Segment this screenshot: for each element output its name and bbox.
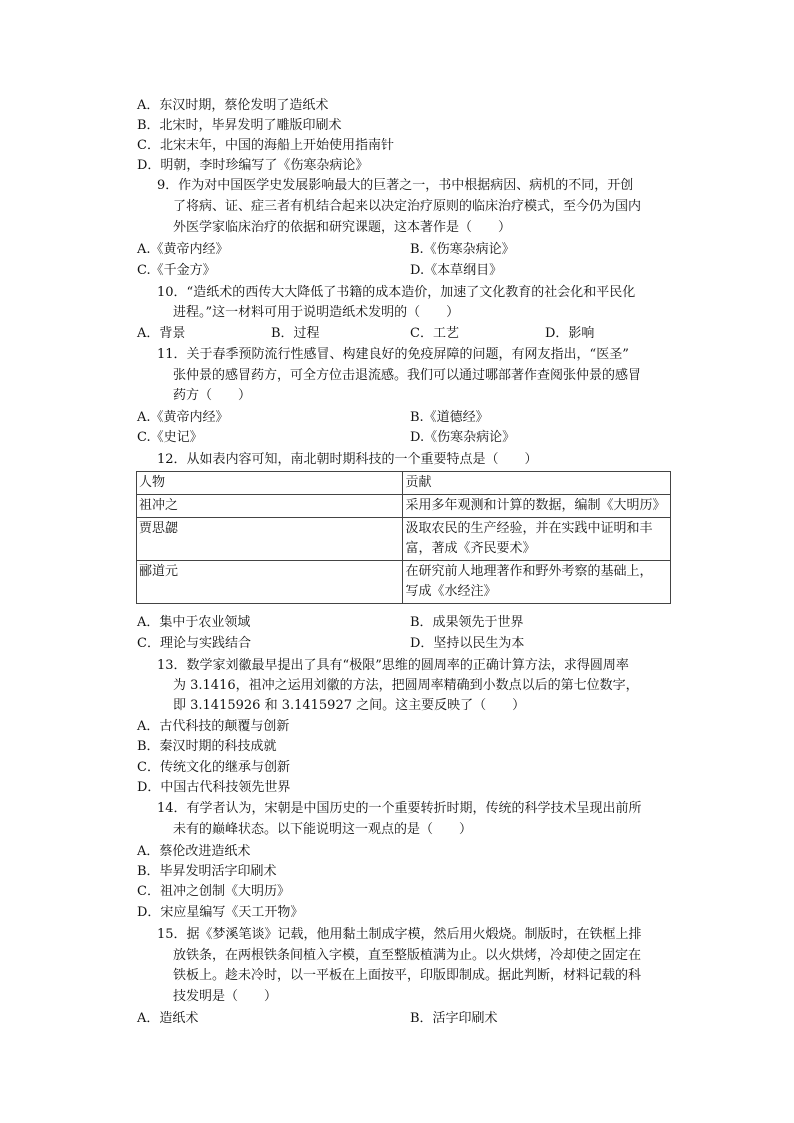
q14-option-c[interactable]: C．祖冲之创制《大明历》 (137, 884, 290, 899)
q12-option-d[interactable]: D．坚持以民生为本 (410, 636, 525, 651)
q8-option-a[interactable]: A．东汉时期，蔡伦发明了造纸术 (137, 98, 329, 113)
q14-option-b[interactable]: B．毕昇发明活字印刷术 (137, 864, 277, 879)
table-cell-contribution: 采用多年观测和计算的数据，编制《大明历》 (403, 495, 671, 518)
q12-stem-line: 12．从如表内容可知，南北朝时期科技的一个重要特点是（ ） (157, 452, 538, 467)
q14-option-a[interactable]: A．蔡伦改进造纸术 (137, 844, 251, 859)
q11-stem-line: 11．关于春季预防流行性感冒、构建良好的免疫屏障的问题，有网友指出，“医圣” (157, 347, 629, 362)
q12-option-b[interactable]: B．成果领先于世界 (410, 615, 524, 630)
q9-stem-line: 了将病、证、症三者有机结合起来以决定治疗原则的临床治疗模式，至今仍为国内 (173, 199, 642, 214)
q15-stem-line: 技发明是（ ） (173, 989, 278, 1004)
q9-option-c[interactable]: C.《千金方》 (137, 263, 216, 278)
table-row (137, 561, 671, 604)
q13-option-b[interactable]: B．秦汉时期的科技成就 (137, 739, 277, 754)
q14-stem-line: 14．有学者认为，宋朝是中国历史的一个重要转折时期，传统的科学技术呈现出前所 (157, 801, 642, 816)
q11-option-c[interactable]: C.《史记》 (137, 430, 203, 445)
table-row (137, 495, 671, 518)
q15-stem-line: 放铁条，在两根铁条间植入字模，直至整版植满为止。以火烘烤，冷却使之固定在 (173, 948, 642, 963)
table-header-contribution: 贡献 (403, 472, 671, 495)
q14-option-d[interactable]: D．宋应星编写《天工开物》 (137, 905, 304, 920)
table-cell-contribution: 汲取农民的生产经验，并在实践中证明和丰 富，著成《齐民要术》 (403, 518, 671, 561)
q10-option-a[interactable]: A．背景 (137, 326, 186, 341)
q11-stem-line: 药方（ ） (173, 388, 252, 403)
table-cell-person: 祖冲之 (137, 495, 403, 518)
q8-option-c[interactable]: C．北宋末年，中国的海船上开始使用指南针 (137, 138, 394, 153)
q11-option-d[interactable]: D.《伤寒杂病论》 (410, 430, 516, 445)
table-row (137, 518, 671, 561)
q10-option-b[interactable]: B．过程 (271, 326, 320, 341)
q13-option-d[interactable]: D．中国古代科技领先世界 (137, 780, 291, 795)
q8-option-d[interactable]: D．明朝，李时珍编写了《伤寒杂病论》 (137, 158, 369, 173)
q12-option-a[interactable]: A．集中于农业领域 (137, 615, 251, 630)
q11-stem-line: 张仲景的感冒药方，可全方位击退流感。我们可以通过哪部著作查阅张仲景的感冒 (173, 368, 642, 383)
q10-option-c[interactable]: C．工艺 (410, 326, 459, 341)
q9-option-d[interactable]: D.《本草纲目》 (410, 263, 503, 278)
q8-option-b[interactable]: B．北宋时，毕昇发明了雕版印刷术 (137, 118, 342, 133)
table-header-person: 人物 (137, 472, 403, 495)
q10-stem-line: 10．“造纸术的西传大大降低了书籍的成本造价，加速了文化教育的社会化和平民化 (157, 285, 636, 300)
q13-option-a[interactable]: A．古代科技的颠覆与创新 (137, 719, 290, 734)
q9-option-a[interactable]: A.《黄帝内经》 (137, 242, 229, 257)
q13-stem-line: 13．数学家刘徽最早提出了具有“极限”思维的圆周率的正确计算方法，求得圆周率 (157, 658, 629, 673)
q12-option-c[interactable]: C．理论与实践结合 (137, 636, 251, 651)
q10-option-d[interactable]: D．影响 (545, 326, 595, 341)
q15-option-a[interactable]: A．造纸术 (137, 1011, 199, 1026)
q13-option-c[interactable]: C．传统文化的继承与创新 (137, 760, 290, 775)
q13-stem-line: 为 3.1416，祖冲之运用刘徽的方法，把圆周率精确到小数点以后的第七位数字， (173, 678, 639, 693)
q11-option-b[interactable]: B.《道德经》 (410, 410, 489, 425)
table-cell-person: 贾思勰 (137, 518, 403, 561)
q10-stem-line: 进程。”这一材料可用于说明造纸术发明的（ ） (173, 305, 460, 320)
q9-option-b[interactable]: B.《伤寒杂病论》 (410, 242, 515, 257)
q15-stem-line: 15．据《梦溪笔谈》记载，他用黏土制成字模，然后用火煅烧。制版时，在铁框上排 (157, 927, 642, 942)
q13-stem-line: 即 3.1415926 和 3.1415927 之间。这主要反映了（ ） (173, 698, 526, 713)
q11-option-a[interactable]: A.《黄帝内经》 (137, 410, 229, 425)
q12-table (136, 471, 671, 604)
table-header-row (137, 472, 671, 495)
table-cell-contribution: 在研究前人地理著作和野外考察的基础上， 写成《水经注》 (403, 561, 671, 604)
q14-stem-line: 未有的巅峰状态。以下能说明这一观点的是（ ） (173, 822, 473, 837)
q15-stem-line: 铁板上。趁未冷时，以一平板在上面按平，印版即制成。据此判断，材料记载的科 (173, 968, 642, 983)
table-cell-person: 郦道元 (137, 561, 403, 604)
q9-stem-line: 9．作为对中国医学史发展影响最大的巨著之一，书中根据病因、病机的不同，开创 (157, 178, 634, 193)
q9-stem-line: 外医学家临床治疗的依据和研究课题，这本著作是（ ） (173, 220, 512, 235)
q15-option-b[interactable]: B．活字印刷术 (410, 1011, 498, 1026)
